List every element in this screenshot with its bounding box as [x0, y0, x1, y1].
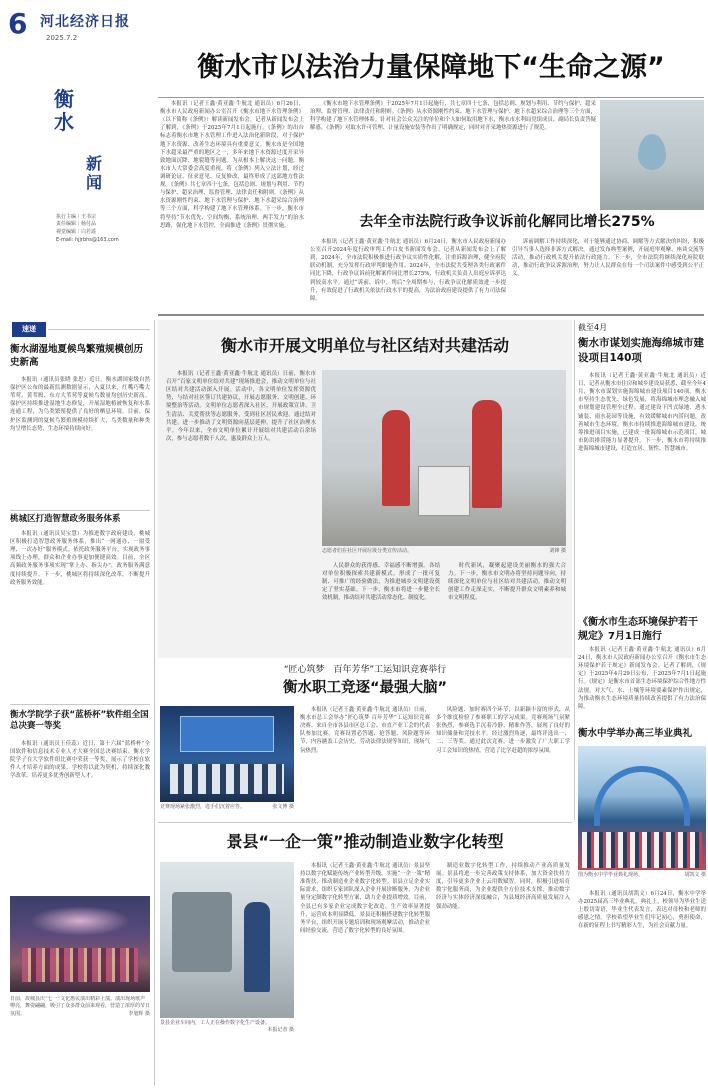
lead-photo	[600, 100, 704, 210]
brief-body	[10, 376, 150, 506]
grad-photo-caption	[578, 872, 706, 886]
section-rule	[158, 822, 572, 823]
court-body-right: 诉前调解工作持续深化，对于能够通过协商、调解等方式解决的纠纷，积极引导当事人选择非诉方式解决。通过发布典型案例，开展庭审观摩、座谈交流等活动，推动行政机关提升依法行政能力。下一步，全市法院将继续深化府院联动，推动行政争议诉源治理，努力让人民群众在每一个司法案件中感受到公平正义。	[512, 239, 704, 278]
court-headline: 去年全市法院行政争议诉前化解同比增长275%	[359, 214, 655, 230]
editor-line: 执行主编｜王书宗	[56, 214, 97, 220]
brief-headline: 衡水湖湿地夏候鸟繁殖规模创历史新高	[10, 344, 144, 368]
section-name: 新闻	[86, 154, 103, 193]
eco-text: 6月24日，衡水市人民政府新闻办公室召开《衡水市生态环境保护若干规定》新闻发布会。记者了解到，《规定》于2025年4月29日公布，于2025年7月1日起施行。《规定》是衡水市首部生态环境保护综合性地方性法规，对大气、水、土壤等环境要素保护作出规定，为推动衡水生态环境质量持续改善提供了有力法治保障。	[578, 647, 706, 710]
lead-headline-band	[158, 42, 704, 98]
grad-photo	[578, 746, 706, 870]
column-divider	[574, 320, 575, 820]
court-byline: 本报讯（记者王鑫·黄亚鑫·牛航北 通讯员）	[320, 239, 425, 245]
civil-photo	[322, 370, 566, 546]
masthead	[0, 0, 150, 62]
machine	[172, 892, 232, 972]
brief-text: 近日，衡水湖国家级自然保护区公布的最新监测数据显示，入夏以来，红嘴巧嘴大苇莺、黄苇鳽、东方大苇莺等夏候鸟数量均创历史新高。保护区持续推进湿地生态修复，开展湿地植被恢复和水系连通工程，为鸟类繁殖提供了良好的栖息环境。目前，保护区监测到的夏候鸟繁殖规模持续扩大，鸟类数量和种类均呈增长态势，生态环境持续向好。	[10, 377, 150, 432]
jing-photo-caption	[160, 1020, 294, 1044]
lead-body-center	[310, 100, 596, 212]
feature-byline: 本报讯（记者王鑫·黄亚鑫·牛航北 通讯员）	[588, 373, 701, 379]
caption-text: 日前，故城县庆“七一”文化惠民演出精彩上演。演出现场歌声嘹亮，舞姿翩翩，吸引了众多群众前来观看，营造了浓厚的节日氛围。	[10, 996, 150, 1017]
labor-story	[158, 664, 572, 820]
feature-body	[578, 372, 706, 612]
news-brief-tag: 速递	[12, 322, 46, 337]
brief-body	[10, 530, 150, 700]
brief-photo	[10, 896, 150, 992]
volunteer-figure	[382, 410, 410, 506]
divider	[10, 510, 150, 511]
labor-photo	[160, 706, 294, 802]
section-rule	[158, 314, 704, 316]
civil-photo-caption	[322, 548, 566, 560]
brief-byline: 本报讯（通讯员张晓 张思）	[20, 377, 90, 383]
eco-byline: 本报讯（记者王鑫·黄亚鑫·牛航北 通讯员）	[588, 647, 697, 653]
labor-byline: 本报讯（记者王鑫·黄亚鑫·牛航北 通讯员）	[310, 707, 414, 713]
photo-credit: 李旭辉 摄	[128, 1010, 150, 1017]
caption-text: 志愿者们在社区开展垃圾分类宣传活动。	[322, 548, 413, 554]
feature-kicker: 截至4月	[578, 323, 608, 332]
eco-headline: 《衡水市生态环境保护若干规定》7月1日施行	[578, 617, 698, 642]
brief-headline: 衡水学院学子获“蓝桥杯”软件组全国总决赛一等奖	[10, 710, 149, 732]
worker	[244, 902, 270, 992]
feature-text: 近日，记者从衡水市住房和城乡建设局获悉，截至今年4月，衡水市谋划实施海绵城市建设项目140项。衡水市坚持生态优先、绿色发展，将海绵城市理念融入城市规划建设管理全过程。通过建设下凹式绿地、透水铺装、雨水花园等设施，有效缓解城市内涝问题，改善城市生态环境。衡水市持续推进海绵城市建设，统筹推进项目实施，已建成一批海绵城市示范项目，城市防洪排涝能力显著提升。下一步，衡水市将持续推进海绵城市建设，打造宜居、韧性、智慧城市。	[578, 373, 706, 452]
photo-credit: 本报记者 摄	[267, 1027, 294, 1034]
caption-text: 图为衡水中学毕业典礼现场。	[578, 872, 644, 878]
brief-text: 为推进数字政府建设，桃城区积极打造智慧政务服务体系，推出“一网通办、一窗受理、一次办好”服务模式。依托政务服务平台，实现政务事项线上办理，群众和企业办事更加便捷高效。目前，全区高频政务服务事项实现“掌上办、指尖办”，政务服务满意度持续提升。下一步，桃城区将持续深化改革，不断提升政务服务效能。	[10, 531, 150, 586]
grad-headline: 衡水中学举办高三毕业典礼	[578, 728, 693, 739]
editor-email: E-mail: hjjrbhs@163.com	[56, 236, 119, 243]
eco-story	[578, 616, 706, 724]
feature-headline: 衡水市谋划实施海绵城市建设项目140项	[578, 337, 704, 364]
jing-headline: 景县“一企一策”推动制造业数字化转型	[226, 832, 504, 851]
civil-body	[166, 370, 316, 600]
caption-text: 竞赛现场紧张激烈，选手们沉着应答。	[160, 804, 246, 810]
labor-text: 日前，衡水市总工会举办“匠心筑梦 百年芳华”工运知识竞赛决赛。来自全市各县市区总工会、市直产业工会的代表队参加比赛。竞赛设置必答题、抢答题、风险题等环节，内容涵盖工会历史、劳动法律法规等知识，现场气氛热烈。	[300, 707, 430, 754]
labor-body	[300, 706, 430, 818]
brief-body	[10, 740, 150, 890]
brief-text: 近日，第十六届“蓝桥杯”全国软件和信息技术专业人才大赛全国总决赛结束。衡水学院学子在大学软件组比赛中荣获一等奖，展示了学校在软件人才培养方面的成果。学校将以此为契机，持续深化教学改革，培养更多优秀创新型人才。	[10, 741, 150, 780]
jing-body	[300, 862, 430, 1082]
photo-credit: 刘锋 摄	[549, 548, 566, 554]
editor-credits	[56, 214, 128, 244]
court-story	[310, 212, 704, 312]
civil-body-mid: 人民群众的获得感、幸福感不断增强。各结对单位积极探索共建新模式，形成了一批可复制、可推广的经验做法，为推进城乡文明建设奠定了坚实基础。下一步，衡水市将进一步健全长效机制，推动结对共建活动常态化、制度化。	[322, 563, 440, 602]
lead-right-text: 《衡水市地下水管理条例》于2025年7月1日起施行，共七章四十七条，包括总则、规划与利用、节约与保护、超采治理、监督管理、法律责任和附则。《条例》从水资源刚性约束、地下水管理与保护、地下水超采综合治理等三个方面，科学构建了地下水管理体系。针对社会公众关注的单位和个人如何取用地下水，衡水市水利局党组成员、副局长负责答疑解惑。《条例》对取水许可管理、计量设施安装等作出了明确规定，同时对开采地热资源进行了规范。	[310, 101, 596, 132]
volunteer-figure	[472, 400, 502, 508]
labor-body-right: 风险题、加时赛四个环节，以新颖丰富的形式，从多个维度检验了参赛职工的学习成果。竞赛现场气氛紧张热烈，参赛选手沉着冷静、精准作答，展现了良好的知识储备和竞技水平。经过激烈角逐，最终评选出一、二、三等奖。通过此次竞赛，进一步激发了广大职工学习工会知识的热情，营造了比学赶超的浓厚氛围。	[436, 707, 570, 754]
brief-photo-caption	[10, 996, 150, 1072]
civil-headline: 衡水市开展文明单位与社区结对共建活动	[220, 336, 509, 355]
editor-line: 责任编辑｜杨付品	[56, 221, 97, 228]
lead-body	[160, 100, 304, 310]
court-body	[310, 238, 506, 312]
arch	[594, 766, 690, 826]
lead-text: 6月26日，衡水市人民政府新闻办公室召开《衡水市地下水管理条例》（以下简称《条例》）解读新闻发布会。记者从新闻发布会上了解到，《条例》于2025年7月1日起施行。《条例》的出台标志着衡水市地下水管理工作进入法治化新阶段，对于保护地下水资源、改善生态环境具有重要意义。衡水市是全国地下水超采最严重的地区之一，多年来地下水资源过度开采导致地面沉降、地裂缝等问题。为从根本上解决这一问题，衡水市人大常委会高度重视，将《条例》列入立法计划，经过调研论证、征求意见、反复修改，最终形成了这部地方性法规。《条例》共七章四十七条，包括总则、规划与利用、节约与保护、超采治理、监督管理、法律责任和附则。《条例》从水资源刚性约束、地下水管理与保护、地下水超采综合治理等三个方面，科学构建了地下水管理体系。下一步，衡水市将坚持“节水优先、空间均衡、系统治理、两手发力”的治水思路，强化地下水管控，全面推进《条例》贯彻实施。	[160, 101, 304, 229]
jing-body-right: 制造业数字化转型工作，持续推动产业高质量发展。景县将进一步完善政策支持体系，加大资金扶持力度，引导更多企业上云用数赋智。同时，积极引进培育数字化服务商，为企业提供全方位技术支撑，推动数字经济与实体经济深度融合，为县域经济高质量发展注入强劲动能。	[436, 863, 570, 910]
right-feature	[578, 322, 706, 612]
paper-name: 河北经济日报	[40, 14, 130, 30]
brief-headline: 桃城区打造智慧政务服务体系	[10, 514, 121, 524]
jing-byline: 本报讯（记者王鑫·黄亚鑫·牛航北 通讯员）	[310, 863, 414, 869]
civil-text: 日前，衡水市召开“百家文明单位结对共建”现场推进会，推动文明单位与社区结对共建活动深入开展。活动中，各文明单位发挥资源优势，与结对社区签订共建协议，开展志愿服务、文明创建、环境整治等活动。文明单位志愿者深入社区，开展政策宣讲、卫生清洁、关爱帮扶等志愿服务，受到社区居民欢迎。通过结对共建，进一步推动了文明资源向基层延伸，提升了社区治理水平。今年以来，全市文明单位累计开展结对共建活动百余场次，参与志愿者数千人次，惠及群众上万人。	[166, 371, 316, 442]
divider	[10, 704, 150, 705]
page-number: 6	[8, 7, 28, 40]
contestants	[170, 764, 284, 794]
column-divider	[154, 320, 155, 1086]
editor-line: 视觉编辑｜白若遥	[56, 228, 97, 235]
labor-kicker: “匠心筑梦 百年芳华”工运知识竞赛举行	[283, 665, 447, 675]
grad-story	[578, 728, 706, 1087]
eco-body	[578, 646, 706, 724]
jing-photo	[160, 862, 294, 1018]
civil-story	[158, 320, 572, 658]
students	[582, 832, 702, 868]
brief-byline: 本报讯（通讯员吴宝慧）	[20, 531, 83, 537]
section-label	[8, 88, 128, 310]
grad-body: 本报讯（通讯员胡凯文）6月24日，衡水中学举办2025届高三毕业典礼。典礼上，校领导为毕业生送上殷切寄语，毕业生代表发言，表达对母校和老师的感恩之情。学校希望毕业生们牢记初心，勇担使命，在新的征程上书写精彩人生，为社会贡献力量。	[578, 891, 706, 930]
section-region: 衡水	[54, 87, 74, 134]
photo-credit: 胡凯文 摄	[684, 872, 706, 878]
court-text: 6月24日，衡水市人民政府新闻办公室召开2024年度行政审判工作白皮书新闻发布会。记者从新闻发布会上了解到，2024年，全市法院积极推进行政争议实质性化解，注重诉源治理，健全府院联动机制，充分发挥行政审判职能作用。2024年，全市法院共受理各类行政案件同比下降，行政争议诉前化解案件同比增长275%，行政机关负责人出庭应诉率达到较高水平。通过“诉前、诉中、判后”全周期参与，行政争议化解质效进一步提升，有效促进了行政机关依法行政水平的提高，为法治政府建设提供了有力司法保障。	[310, 239, 506, 302]
lead-headline: 衡水市以法治力量保障地下“生命之源”	[197, 52, 665, 83]
photo-credit: 张文博 摄	[272, 804, 294, 810]
brief-rule	[48, 329, 150, 330]
brief-byline: 本报讯（通讯员王佳蕊）	[20, 741, 83, 747]
stage-light	[30, 906, 130, 936]
civil-body-right: 时代新风，凝聚起建设美丽衡水的强大合力。下一步，衡水市文明办将坚持问题导向，持续深化文明单位与社区结对共建活动，推动文明创建工作走深走实，不断提升群众文明素养和城市文明程度。	[448, 563, 566, 602]
lead-byline: 本报讯（记者王鑫·黄亚鑫·牛航北 通讯员）	[170, 101, 277, 107]
jing-story	[158, 826, 572, 1087]
jing-text: 景县坚持以数字化赋能传统产业转型升级，实施“一企一策”精准帮扶，推动制造业企业数字化转型。景县立足企业实际需求，组织专家团队深入企业开展诊断服务，为企业量身定制数字化转型方案，助力企业提质增效。目前，全县已有多家企业完成数字化改造，生产效率显著提升，运营成本明显降低。景县还积极搭建数字化转型服务平台，组织开展专题培训和现场观摩活动，推动企业间经验交流，营造了数字化转型的良好氛围。	[300, 863, 430, 934]
screen	[180, 716, 274, 752]
civil-byline: 本报讯（记者王鑫·黄亚鑫·牛航北 通讯员）	[176, 371, 283, 377]
issue-date: 2025.7.2	[46, 34, 78, 42]
labor-photo-caption	[160, 804, 294, 818]
labor-headline: 衡水职工竞逐“最强大脑”	[282, 680, 448, 696]
news-brief-column	[8, 322, 153, 1087]
water-icon	[638, 134, 666, 170]
bins	[418, 466, 470, 516]
caption-text: 景县企业车间内，工人正在操作数字化生产设备。	[160, 1020, 271, 1026]
performers	[22, 948, 138, 982]
